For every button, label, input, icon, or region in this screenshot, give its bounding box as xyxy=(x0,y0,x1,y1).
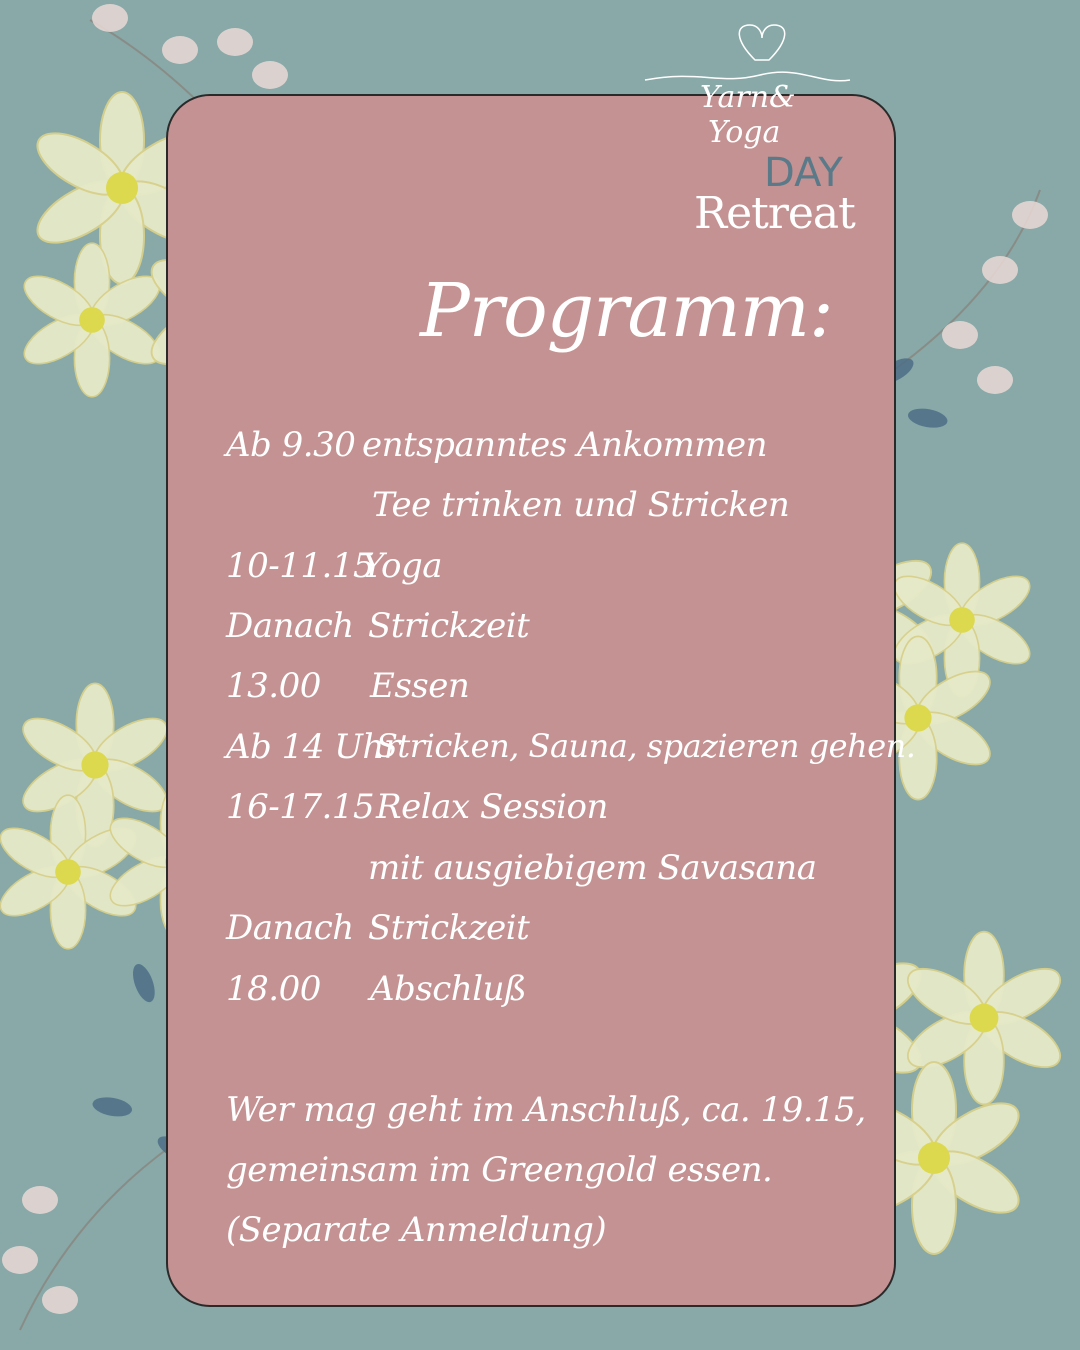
schedule-time: 18.00 xyxy=(226,969,321,1009)
schedule-time: 13.00 xyxy=(226,666,321,706)
schedule-activity: Essen xyxy=(370,666,470,706)
logo-yarn-yoga xyxy=(700,80,796,150)
schedule-activity: Yoga xyxy=(362,546,442,586)
schedule-time: Danach xyxy=(226,908,354,948)
schedule-activity: Strickzeit xyxy=(368,606,530,646)
schedule-time: Danach xyxy=(226,606,354,646)
footer-line: gemeinsam im Greengold essen. xyxy=(226,1150,773,1190)
schedule-activity: Strickzeit xyxy=(368,908,530,948)
schedule-activity: Tee trinken und Stricken xyxy=(372,485,790,525)
schedule-activity: Relax Session xyxy=(376,787,608,827)
footer-line: Wer mag geht im Anschluß, ca. 19.15, xyxy=(226,1090,866,1130)
schedule-activity: mit ausgiebigem Savasana xyxy=(368,848,817,888)
schedule-time: 10-11.15 xyxy=(226,546,375,586)
schedule-time: Ab 14 Uhr xyxy=(226,727,400,767)
page-title: Programm: xyxy=(420,268,833,354)
schedule-activity: Stricken, Sauna, spazieren gehen. xyxy=(376,727,916,765)
schedule-activity: entspanntes Ankommen xyxy=(362,425,768,465)
footer-line: (Separate Anmeldung) xyxy=(226,1210,607,1250)
schedule-time: Ab 9.30 xyxy=(226,425,356,465)
schedule-activity: Abschluß xyxy=(370,969,527,1009)
logo-yoga-text: Yoga xyxy=(708,115,781,150)
schedule-time: 16-17.15 xyxy=(226,787,375,827)
logo-retreat: Retreat xyxy=(694,188,855,239)
logo-day: DAY xyxy=(764,150,843,196)
logo-yarn-text: Yarn& xyxy=(700,80,796,115)
